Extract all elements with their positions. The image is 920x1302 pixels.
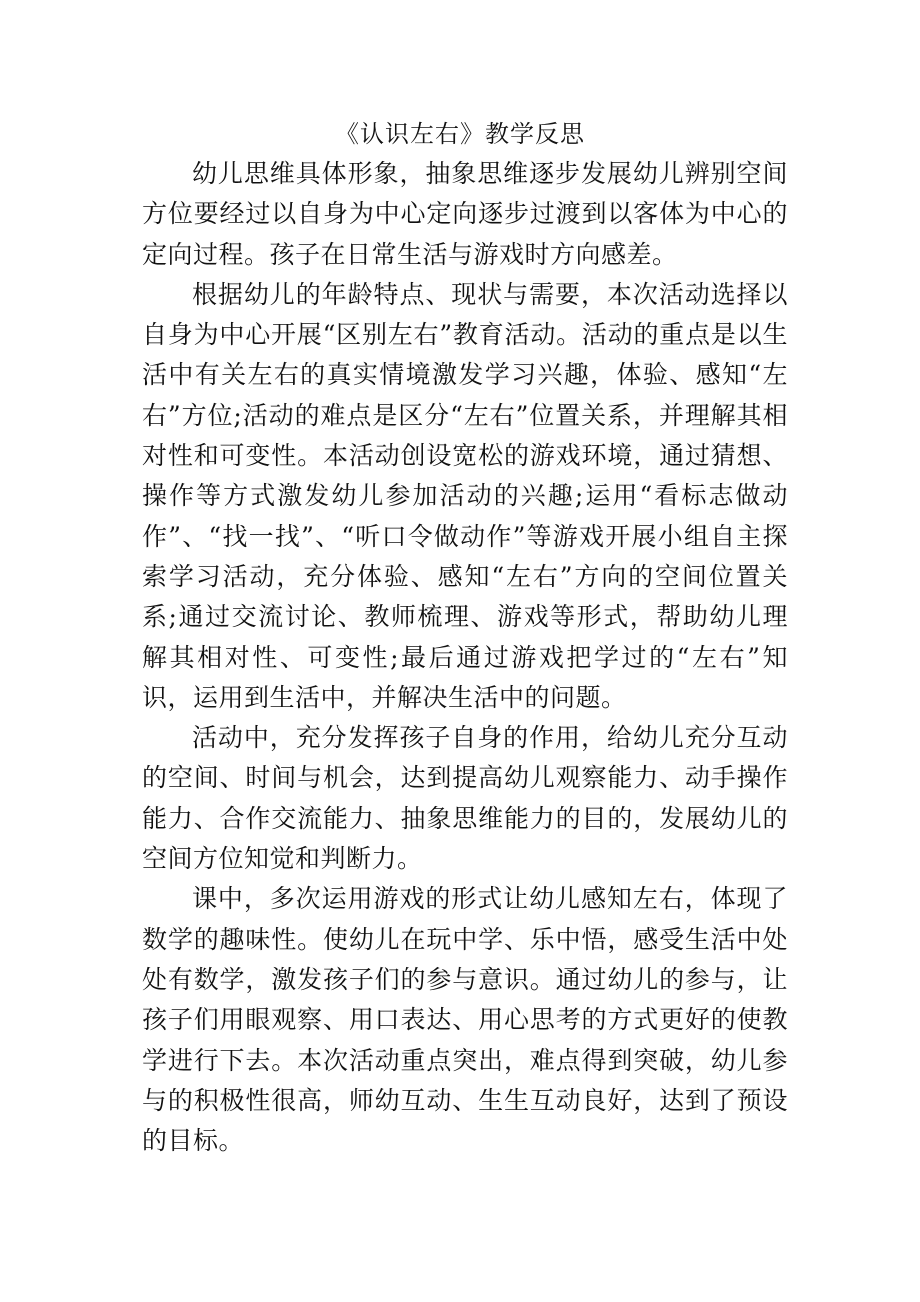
document-title: 《认识左右》教学反思 — [335, 120, 585, 148]
paragraph-2: 根据幼儿的年龄特点、现状与需要，本次活动选择以自身为中心开展“区别左右”教育活动。活动的重点是以生活中有关左右的真实情境激发学习兴趣，体验、感知“左右”方位;活动的难点是区分“左右”位置关系，并理解其相对性和可变性。本活动创设宽松的游戏环境，通过猜想、操作等方式激发幼儿参加活动的兴趣;运用“看标志做动作”、“找一找”、“听口令做动作”等游戏开展小组自主探索学习活动，充分体验、感知“左右”方向的空间位置关系;通过交流讨论、教师梳理、游戏等形式，帮助幼儿理解其相对性、可变性;最后通过游戏把学过的“左右”知识，运用到生活中，并解决生活中的问题。 — [142, 279, 788, 712]
document-body — [142, 154, 788, 1161]
paragraph-4: 课中，多次运用游戏的形式让幼儿感知左右，体现了数学的趣味性。使幼儿在玩中学、乐中悟，感受生活中处处有数学，激发孩子们的参与意识。通过幼儿的参与，让孩子们用眼观察、用口表达、用心思考的方式更好的使教学进行下去。本次活动重点突出，难点得到突破，幼儿参与的积极性很高，师幼互动、生生互动良好，达到了预设的目标。 — [142, 884, 788, 1156]
paragraph-3: 活动中，充分发挥孩子自身的作用，给幼儿充分互动的空间、时间与机会，达到提高幼儿观察能力、动手操作能力、合作交流能力、抽象思维能力的目的，发展幼儿的空间方位知觉和判断力。 — [142, 723, 788, 874]
paragraph-1: 幼儿思维具体形象，抽象思维逐步发展幼儿辨别空间方位要经过以自身为中心定向逐步过渡到以客体为中心的定向过程。孩子在日常生活与游戏时方向感差。 — [142, 159, 788, 269]
